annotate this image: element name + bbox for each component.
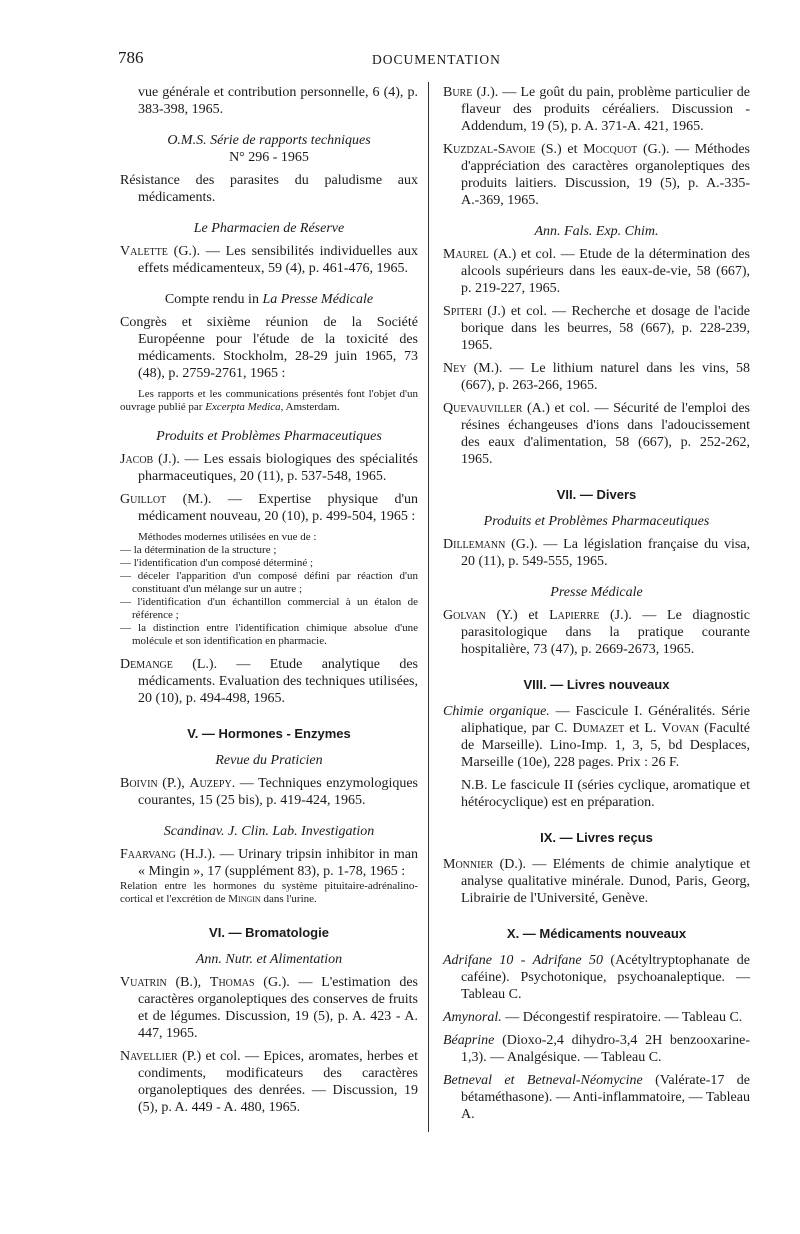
note-text-end: dans l'urine. <box>260 893 317 905</box>
entry-text: (Valérate-17 de bétaméthasone). — Anti-inflammatoire, — Tableau A. <box>461 1073 750 1122</box>
section-heading-vii: VII. — Divers <box>556 487 637 502</box>
entry-adrifane <box>443 952 750 1003</box>
entry-text: (Faculté de Marseille). Lino-Imp. 1, 3, 5, bd Desplaces, Marseille (10e), 228 pages. Prix : 26 F. <box>461 721 751 770</box>
author-maurel: Maurel <box>443 247 489 262</box>
entry-text: (Dioxo-2,4 dihydro-3,4 2H benzooxarine-1,3). — Analgésique. — Tableau C. <box>461 1033 750 1065</box>
drug-name: Béaprine <box>443 1033 495 1048</box>
oms-number: N° 296 - 1965 <box>229 150 309 165</box>
note-congres <box>120 388 418 414</box>
drug-name: Amynoral. <box>443 1010 502 1025</box>
source-heading-pharmacien: Le Pharmacien de Réserve <box>193 221 345 236</box>
source-heading-produits: Produits et Problèmes Pharmaceutiques <box>156 429 382 444</box>
page-number: 786 <box>118 48 144 67</box>
entry-text: (G.). — La législation française du visa, 20 (11), p. 549-555, 1965. <box>461 537 750 569</box>
entry-ney <box>443 360 750 394</box>
entry-beaprine <box>443 1032 750 1066</box>
compte-rendu-journal: La Presse Médicale <box>262 292 374 307</box>
entry-text: (Acétyltryptophanate de caféine). Psychotonique, psychoanaleptique. — Tableau C. <box>461 953 750 1002</box>
note-text-end: , Amsterdam. <box>280 401 340 413</box>
drug-name: Adrifane 10 - Adrifane 50 <box>443 953 604 968</box>
author-dumazet: Dumazet <box>572 721 625 736</box>
source-heading-oms: O.M.S. Série de rapports techniques <box>167 133 371 148</box>
right-column <box>443 84 750 1129</box>
entry-text: (D.). — Eléments de chimie analytique et analyse qualitative minérale. Dunod, Paris, Georg, Librairie de l'Université, Genève. <box>461 857 750 906</box>
author-vovan: Vovan <box>661 721 700 736</box>
source-heading-produits-2: Produits et Problèmes Pharmaceutiques <box>483 514 710 529</box>
entry-quevauviller <box>443 400 750 468</box>
entry-spiteri <box>443 303 750 354</box>
section-heading-viii: VIII. — Livres nouveaux <box>523 677 670 692</box>
entry-demange <box>120 656 418 707</box>
entry-text: (J.). — Le goût du pain, problème particulier de flaveur des produits céréaliers. Discussion - Addendum, 19 (5), p. A. 371-A. 421, 1965. <box>461 85 750 134</box>
section-heading-ix: IX. — Livres reçus <box>540 830 653 845</box>
author-lapierre: Lapierre <box>549 608 600 623</box>
source-heading-ann-fals: Ann. Fals. Exp. Chim. <box>534 224 659 239</box>
source-heading-presse: Presse Médicale <box>550 585 643 600</box>
entry-jacob <box>120 451 418 485</box>
author-kuzdzal: Kuzdzal-Savoie <box>443 142 536 157</box>
author-bure: Bure <box>443 85 473 100</box>
entry-text: (B.), <box>166 975 210 990</box>
entry-congres: Congrès et sixième réunion de la Société Européenne pour l'étude de la toxicité des médicaments. Stockholm, 28-29 juin 1965, 73 (48), p. 2759-2761, 1965 : <box>120 315 418 381</box>
entry-text: (P.), <box>157 776 190 791</box>
note-line: — l'identification d'un composé déterminé ; <box>120 557 314 569</box>
note-line: — déceler l'apparition d'un composé défini par réaction d'un constituant d'un mélange sur un autre ; <box>120 570 418 595</box>
entry-vuatrin <box>120 974 418 1042</box>
compte-rendu-prefix: Compte rendu in <box>164 292 263 307</box>
entry-text: . — Techniques enzymologiques courantes, 15 (25 bis), p. 419-424, 1965. <box>138 776 418 808</box>
entry-text: (G.). — Méthodes d'appréciation des caractères organoleptiques des produits laitiers. Discussion, 19 (5), p. A.-335-A.-369, 1965. <box>461 142 750 208</box>
author-boivin: Boivin <box>120 776 158 791</box>
entry-text: — Fascicule I. Généralités. Série aliphatique, par C. <box>461 704 750 736</box>
source-heading-revue: Revue du Praticien <box>215 753 323 768</box>
source-heading-scandinav: Scandinav. J. Clin. Lab. Investigation <box>163 824 375 839</box>
author-demange: Demange <box>120 657 173 672</box>
entry-golvan <box>443 607 750 658</box>
note-guillot <box>120 531 418 648</box>
running-title: DOCUMENTATION <box>372 52 501 67</box>
note-line: — l'identification d'un échantillon commercial à un étalon de référence ; <box>120 596 418 621</box>
note-line: Méthodes modernes utilisées en vue de : <box>138 531 317 543</box>
author-monnier: Monnier <box>443 857 494 872</box>
entry-maurel <box>443 246 750 297</box>
entry-text: (A.) et col. — Sécurité de l'emploi des résines échangeuses d'ions dans l'adoucissement des eaux d'alimentation, 58 (667), p. 252-262, 1965. <box>461 401 750 467</box>
note-mingin: Mingin <box>228 893 261 905</box>
author-ney: Ney <box>443 361 467 376</box>
entry-text: (A.) et col. — Etude de la détermination des alcools supérieurs dans les eaux-de-vie, 58 (667), p. 219-227, 1965. <box>461 247 750 296</box>
entry-faarvang <box>120 846 418 880</box>
entry-betneval <box>443 1072 750 1123</box>
entry-monnier <box>443 856 750 907</box>
entry-guillot <box>120 491 418 525</box>
left-column <box>120 84 418 1122</box>
entry-text: — Décongestif respiratoire. — Tableau C. <box>501 1010 743 1025</box>
section-heading-x: X. — Médicaments nouveaux <box>506 926 687 941</box>
author-navellier: Navellier <box>120 1049 178 1064</box>
author-faarvang: Faarvang <box>120 847 176 862</box>
entry-navellier <box>120 1048 418 1116</box>
entry-valette <box>120 243 418 277</box>
author-dillemann: Dillemann <box>443 537 506 552</box>
author-quevauviller: Quevauviller <box>443 401 523 416</box>
drug-name: Betneval et Betneval-Néomycine <box>443 1073 643 1088</box>
entry-text: (Y.) et <box>485 608 550 623</box>
entry-bure <box>443 84 750 135</box>
section-heading-vi: VI. — Bromatologie <box>209 925 329 940</box>
source-heading-ann-nutr: Ann. Nutr. et Alimentation <box>195 952 343 967</box>
entry-text: (P.) et col. — Epices, aromates, herbes et condiments, modificateurs des caractères organoleptiques des denrées. — Discussion, 19 (5), p. A. 449 - A. 480, 1965. <box>138 1049 418 1115</box>
entry-text: (J.) et col. — Recherche et dosage de l'acide borique dans les beurres, 58 (667), p. 228-239, 1965. <box>461 304 750 353</box>
note-text: Relation entre les hormones du système pituitaire-adrénalino-cortical et l'excrétion de <box>120 880 418 905</box>
entry-kuzdzal <box>443 141 750 209</box>
entry-text: (L.). — Etude analytique des médicaments. Evaluation des techniques utilisées, 20 (10), p. 494-498, 1965. <box>138 657 418 706</box>
author-guillot: Guillot <box>120 492 167 507</box>
note-faarvang <box>120 880 418 906</box>
entry-text: (G.). — L'estimation des caractères organoleptiques des conserves de fruits et de légumes. Discussion, 19 (5), p. A. 423 - A. 447, 1965. <box>138 975 418 1041</box>
entry-dillemann <box>443 536 750 570</box>
note-publisher: Excerpta Medica <box>205 401 281 413</box>
section-heading-v: V. — Hormones - Enzymes <box>187 726 351 741</box>
note-line: — la détermination de la structure ; <box>120 544 277 556</box>
entry-text: et L. <box>624 721 662 736</box>
book-title: Chimie organique. <box>443 704 550 719</box>
entry-text: (J.). — Les essais biologiques des spécialités pharmaceutiques, 20 (11), p. 537-548, 1965. <box>138 452 418 484</box>
note-line: — la distinction entre l'identification chimique absolue d'une molécule et son identification en pharmacie. <box>120 622 418 647</box>
entry-text: (S.) et <box>535 142 584 157</box>
author-spiteri: Spiteri <box>443 304 482 319</box>
author-valette: Valette <box>120 244 168 259</box>
entry-text: (M.). — Expertise physique d'un médicament nouveau, 20 (10), p. 499-504, 1965 : <box>138 492 418 524</box>
entry-text: (G.). — Les sensibilités individuelles aux effets médicamenteux, 59 (4), p. 461-476, 1965. <box>138 244 418 276</box>
entry-amynoral <box>443 1009 750 1026</box>
entry-boivin <box>120 775 418 809</box>
book-note: N.B. Le fascicule II (séries cyclique, aromatique et hétérocyclique) est en préparation. <box>461 778 750 810</box>
entry-text: (H.J.). — Urinary tripsin inhibitor in man « Mingin », 17 (supplément 83), p. 1-78, 1965 : <box>138 847 418 879</box>
author-auzepy: Auzepy <box>189 776 232 791</box>
entry-text: (J.). — Le diagnostic parasitologique dans la pratique courante hospitalière, 73 (47), p. 2669-2673, 1965. <box>461 608 751 657</box>
entry-oms: Résistance des parasites du paludisme aux médicaments. <box>120 173 418 205</box>
entry-text: (M.). — Le lithium naturel dans les vins, 58 (667), p. 263-266, 1965. <box>461 361 750 393</box>
author-vuatrin: Vuatrin <box>120 975 167 990</box>
author-thomas: Thomas <box>209 975 255 990</box>
entry-chimie-organique <box>443 703 750 771</box>
author-golvan: Golvan <box>443 608 486 623</box>
author-mocquot: Mocquot <box>583 142 638 157</box>
note-text: Les rapports et les communications présentés font l'objet d'un ouvrage publié par <box>120 388 418 413</box>
source-heading-compte-rendu <box>120 291 418 308</box>
continued-entry: vue générale et contribution personnelle, 6 (4), p. 383-398, 1965. <box>138 85 418 117</box>
author-jacob: Jacob <box>120 452 154 467</box>
column-divider <box>428 82 429 1132</box>
